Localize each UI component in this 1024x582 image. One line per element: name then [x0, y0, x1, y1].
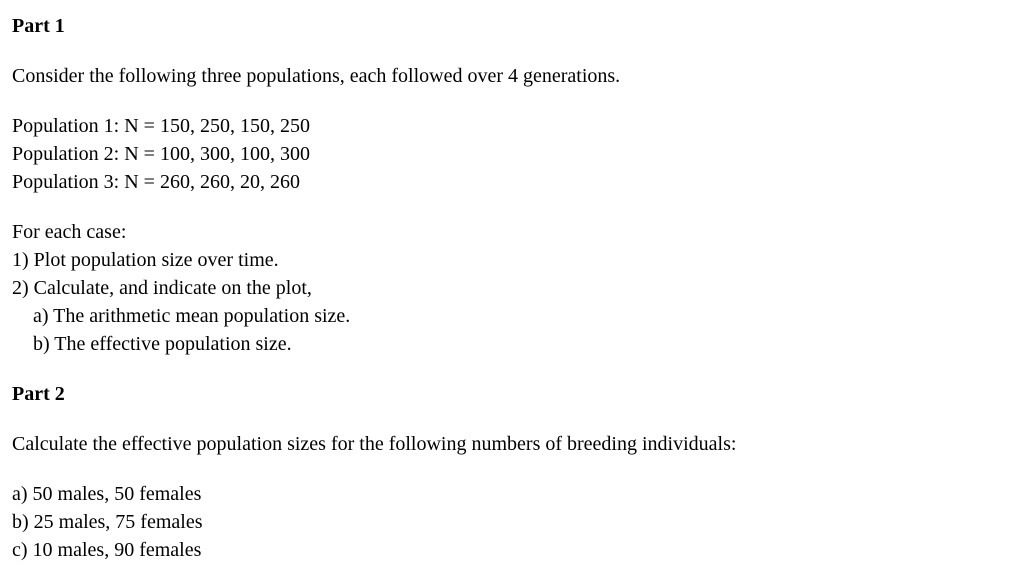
- task-intro: For each case:: [12, 221, 127, 243]
- part2-item-b: b) 25 males, 75 females: [12, 511, 203, 533]
- part2-intro: Calculate the effective population sizes for the following numbers of breeding individuals:: [12, 433, 737, 455]
- population-2-line: Population 2: N = 100, 300, 100, 300: [12, 143, 310, 165]
- task-2: 2) Calculate, and indicate on the plot,: [12, 277, 312, 299]
- subtask-b: b) The effective population size.: [33, 333, 292, 355]
- task-1: 1) Plot population size over time.: [12, 249, 279, 271]
- part2-item-a: a) 50 males, 50 females: [12, 483, 202, 505]
- population-1-line: Population 1: N = 150, 250, 150, 250: [12, 115, 310, 137]
- population-3-line: Population 3: N = 260, 260, 20, 260: [12, 171, 300, 193]
- part2-heading: Part 2: [12, 383, 65, 405]
- part1-heading: Part 1: [12, 15, 65, 37]
- part2-item-c: c) 10 males, 90 females: [12, 539, 202, 561]
- part1-intro: Consider the following three populations, each followed over 4 generations.: [12, 65, 621, 87]
- subtask-a: a) The arithmetic mean population size.: [33, 305, 351, 327]
